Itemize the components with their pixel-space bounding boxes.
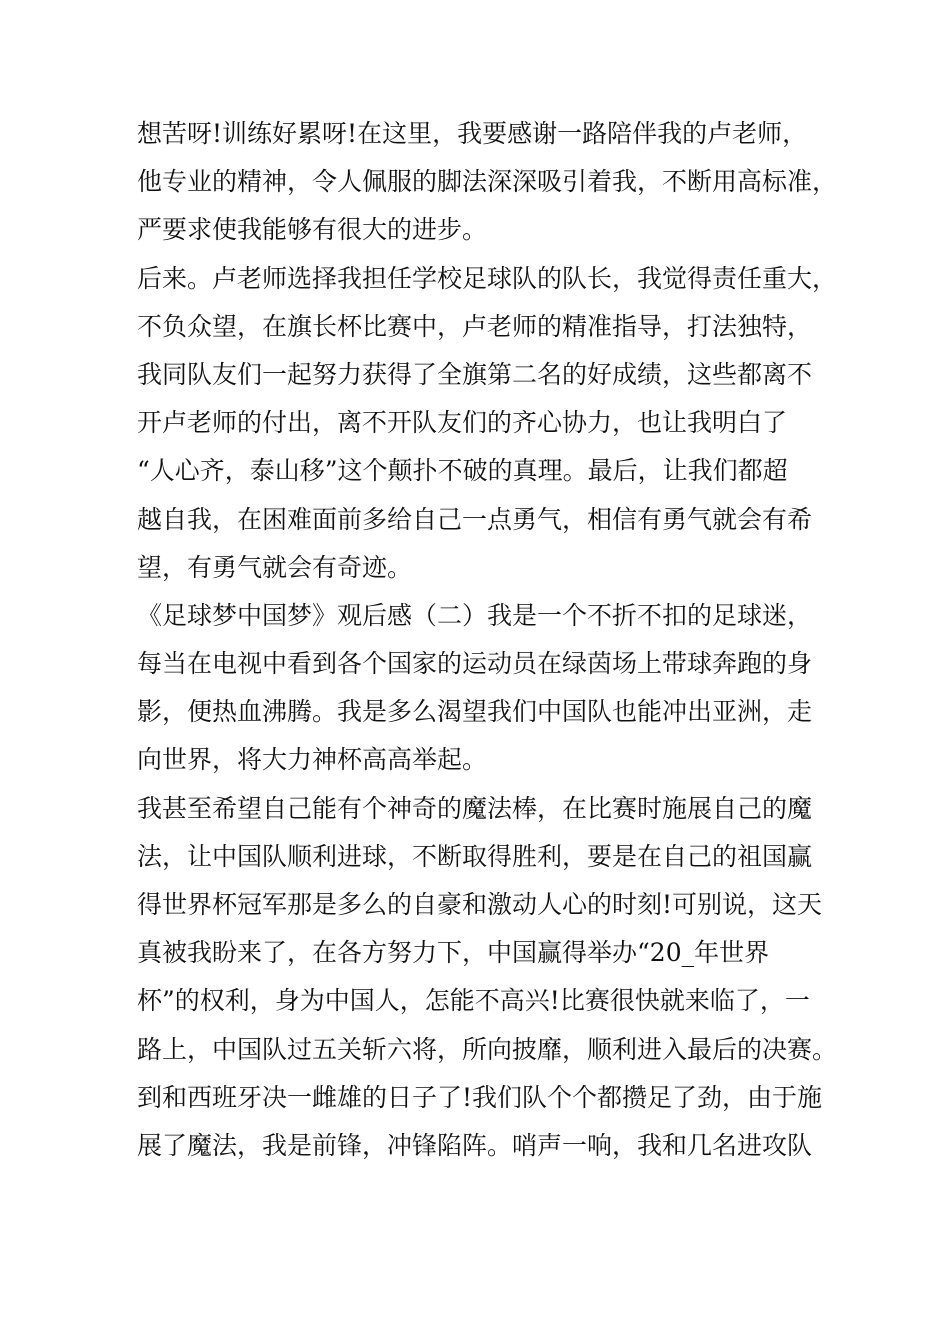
text-line: 展了魔法，我是前锋，冲锋陷阵。哨声一响，我和几名进攻队 bbox=[137, 1130, 813, 1160]
text-line: 向世界，将大力神杯高高举起。 bbox=[137, 745, 488, 775]
text-line: 《足球梦中国梦》观后感（二）我是一个不折不扣的足球迷， bbox=[137, 600, 813, 630]
text-line: 望，有勇气就会有奇迹。 bbox=[137, 552, 413, 582]
text-line: 杯”的权利，身为中国人，怎能不高兴!比赛很快就来临了，一 bbox=[137, 986, 810, 1016]
text-line: 每当在电视中看到各个国家的运动员在绿茵场上带球奔跑的身 bbox=[137, 649, 813, 679]
text-line: 我甚至希望自己能有个神奇的魔法棒，在比赛时施展自己的魔 bbox=[137, 793, 813, 823]
text-line: 不负众望，在旗长杯比赛中，卢老师的精准指导，打法独特， bbox=[137, 311, 813, 341]
text-line: 我同队友们一起努力获得了全旗第二名的好成绩，这些都离不 bbox=[137, 359, 813, 389]
text-line: 到和西班牙决一雌雄的日子了!我们队个个都攒足了劲，由于施 bbox=[137, 1082, 823, 1112]
text-line: 路上，中国队过五关斩六将，所向披靡，顺利进入最后的决赛。 bbox=[137, 1034, 838, 1064]
text-line: 想苦呀!训练好累呀!在这里，我要感谢一路陪伴我的卢老师， bbox=[137, 119, 808, 148]
text-line: 开卢老师的付出，离不开队友们的齐心协力，也让我明白了 bbox=[137, 408, 788, 438]
text-line: 严要求使我能够有很大的进步。 bbox=[137, 215, 488, 245]
text-line: “人心齐，泰山移”这个颠扑不破的真理。最后，让我们都超 bbox=[137, 456, 788, 486]
text-line: 影，便热血沸腾。我是多么渴望我们中国队也能冲出亚洲，走 bbox=[137, 697, 813, 727]
text-line: 他专业的精神，令人佩服的脚法深深吸引着我，不断用高标准， bbox=[137, 167, 838, 197]
text-line: 后来。卢老师选择我担任学校足球队的队长，我觉得责任重大， bbox=[137, 263, 838, 293]
body-text bbox=[137, 110, 857, 1170]
text-line: 法，让中国队顺利进球，不断取得胜利，要是在自己的祖国赢 bbox=[137, 841, 813, 871]
text-line: 得世界杯冠军那是多么的自豪和激动人心的时刻!可别说，这天 bbox=[137, 890, 823, 919]
text-line: 真被我盼来了，在各方努力下，中国赢得举办“20_年世界 bbox=[137, 938, 770, 968]
text-line: 越自我，在困难面前多给自己一点勇气，相信有勇气就会有希 bbox=[137, 504, 813, 534]
